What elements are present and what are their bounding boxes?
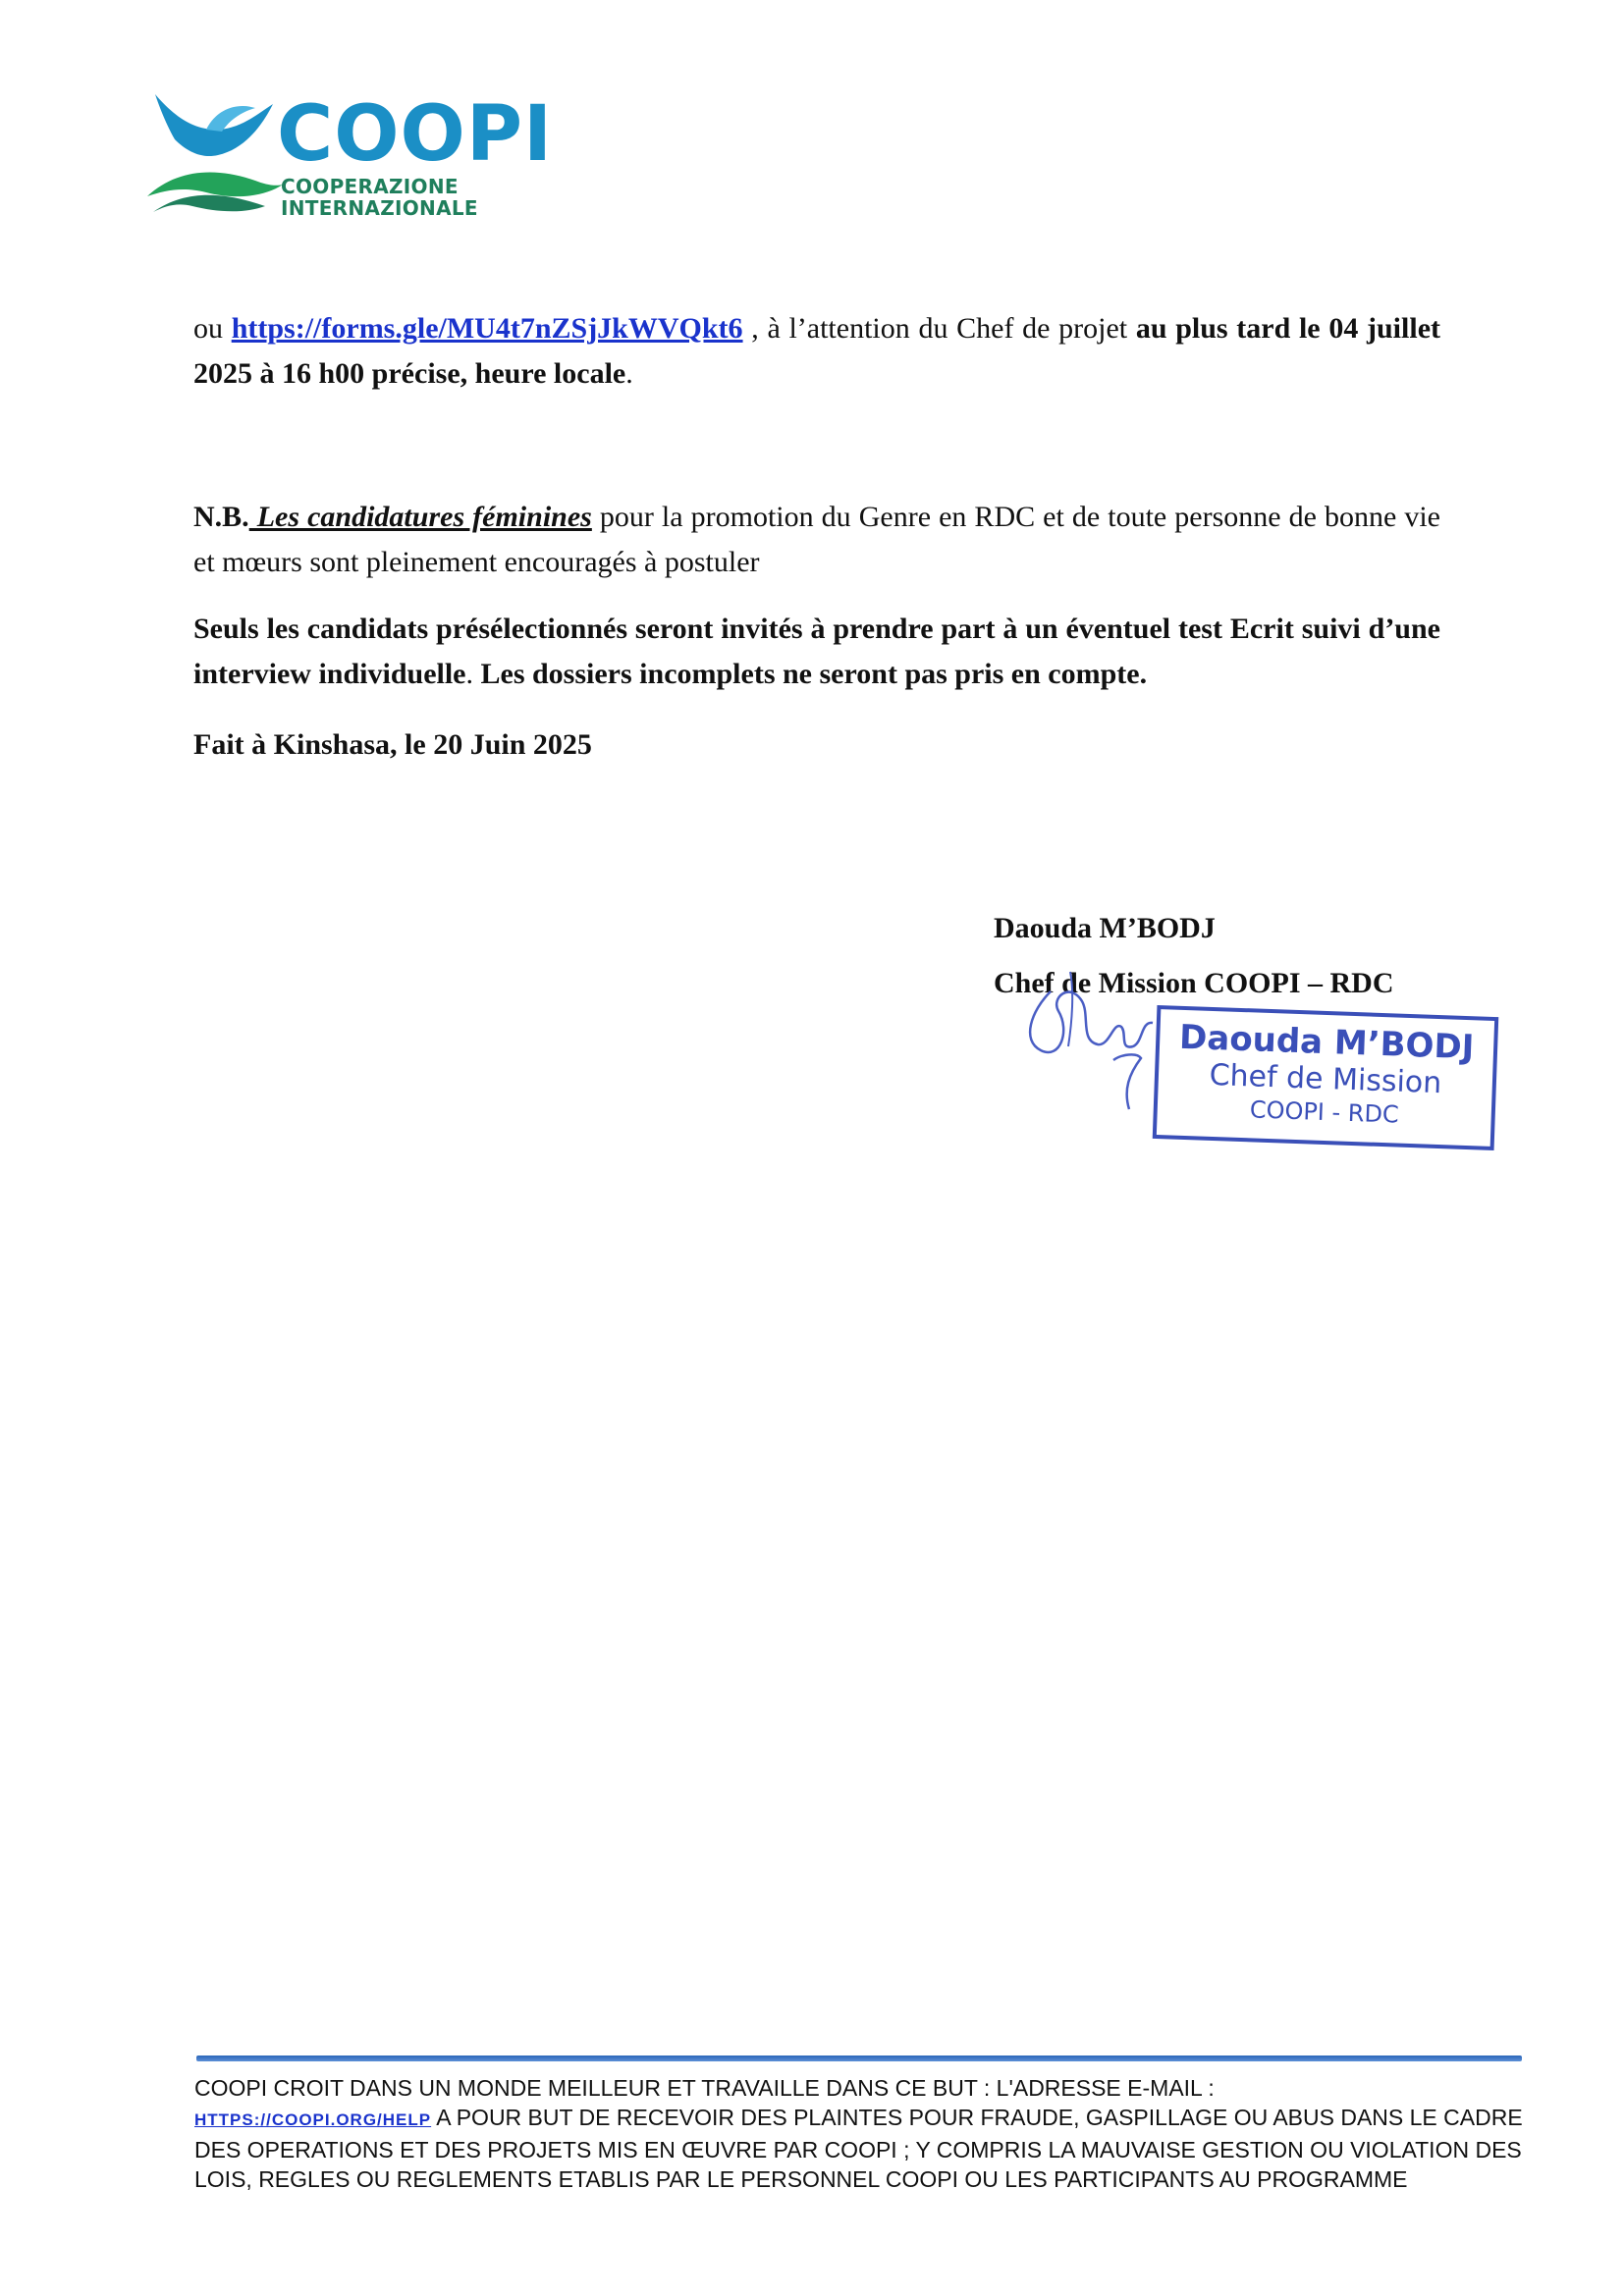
logo-tagline-2: INTERNAZIONALE — [281, 196, 478, 220]
deadline-text: au plus tard le 04 juillet 2025 à 16 h00 précise, heure locale — [193, 312, 1440, 390]
dove-wave-icon — [147, 90, 285, 218]
signatory-title: Chef de Mission COOPI – RDC — [994, 967, 1394, 999]
footer-body — [194, 2103, 1530, 2194]
footer-notice — [194, 2073, 1530, 2194]
selection-dot: . — [465, 658, 473, 690]
handwritten-signature-icon — [1011, 952, 1168, 1119]
signatory-name: Daouda M’BODJ — [994, 912, 1216, 944]
footer-rest: A POUR BUT DE RECEVOIR DES PLAINTES POUR FRAUDE, GASPILLAGE OU ABUS DANS LE CADRE DES OPERATIONS ET DES PROJETS MIS EN ŒUVRE PAR COOPI ; Y COMPRIS LA MAUVAISE GESTION OU VIOLATION DES LOIS, REGLES OU REGLEMENTS ETABLIS PAR LE PERSONNEL COOPI OU LES PARTICIPANTS AU PROGRAMME — [194, 2105, 1523, 2192]
nb-rest: pour la promotion du Genre en RDC et de toute personne de bonne vie et mœurs sont pleinement encouragés à postuler — [193, 501, 1440, 578]
help-link[interactable]: HTTPS://COOPI.ORG/HELP — [194, 2110, 432, 2129]
nb-label: N.B. — [193, 501, 249, 533]
official-stamp — [1153, 1005, 1499, 1150]
logo-tagline-1: COOPERAZIONE — [281, 175, 459, 198]
incomplete-text: Les dossiers incomplets ne seront pas pris en compte. — [473, 658, 1148, 690]
footer-divider — [196, 2056, 1522, 2061]
coopi-logo — [147, 90, 554, 228]
text-prefix: ou — [193, 312, 232, 345]
footer-line-1: COOPI CROIT DANS UN MONDE MEILLEUR ET TRAVAILLE DANS CE BUT : L'ADRESSE E-MAIL : — [194, 2075, 1215, 2101]
stamp-role: Chef de Mission — [1209, 1057, 1442, 1101]
place-date: Fait à Kinshasa, le 20 Juin 2025 — [193, 728, 592, 761]
logo-wordmark: COOPI — [277, 90, 554, 179]
selection-text: Seuls les candidats présélectionnés seront invités à prendre part à un éventuel test Ecrit suivi d’une interview individuelle — [193, 613, 1440, 690]
text-middle: , à l’attention du Chef de projet — [742, 312, 1136, 345]
nb-emphasis: Les candidatures féminines — [248, 501, 592, 533]
stamp-name: Daouda M’BODJ — [1178, 1017, 1476, 1068]
selection-paragraph — [193, 607, 1440, 697]
forms-link[interactable]: https://forms.gle/MU4t7nZSjJkWVQkt6 — [231, 312, 743, 345]
text-end: . — [625, 357, 633, 390]
submission-deadline-paragraph — [193, 306, 1440, 397]
nb-paragraph — [193, 495, 1440, 585]
stamp-org: COOPI - RDC — [1249, 1095, 1400, 1129]
